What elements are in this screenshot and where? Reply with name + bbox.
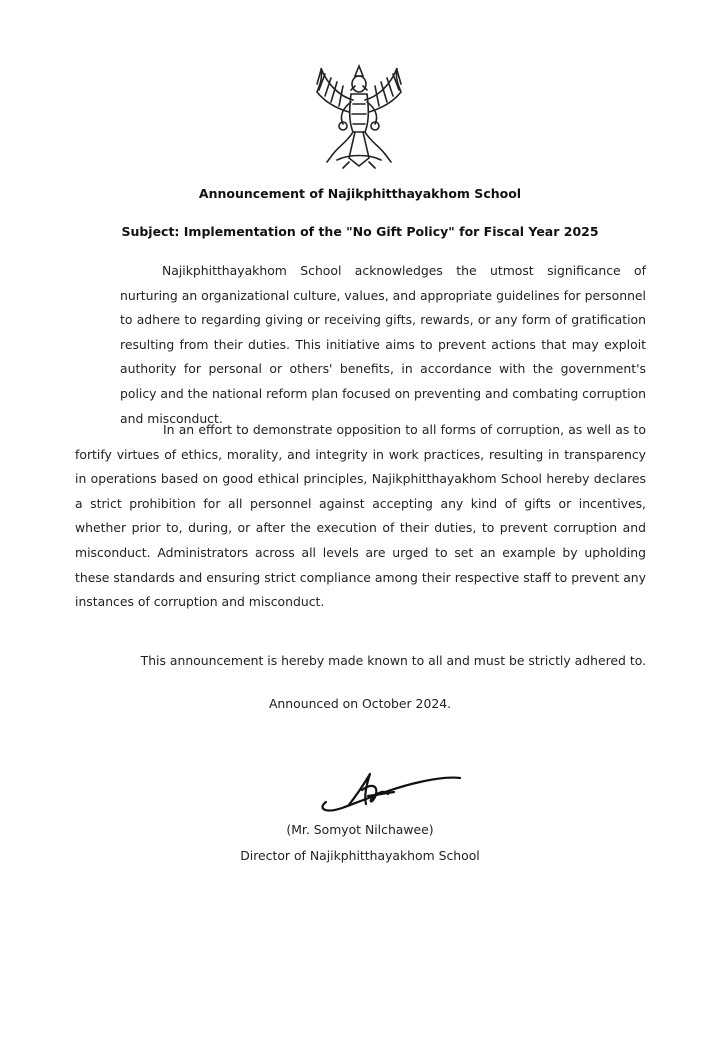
announcement-title: Announcement of Najikphitthayakhom School	[198, 186, 522, 201]
announcement-date: Announced on October 2024.	[268, 696, 452, 711]
garuda-emblem-icon	[309, 62, 409, 172]
body-paragraph-3: This announcement is hereby made known to all and must be strictly adhered to.	[140, 653, 646, 668]
signature	[312, 768, 464, 814]
body-paragraph-2: In an effort to demonstrate opposition to all forms of corruption, as well as to fortify virtues of ethics, morality, and integrity in work practices, resulting in transparency in operations based on good ethical principles, Najikphitthayakhom School hereby declares a strict prohibition for all personnel against accepting any kind of gifts or incentives, whether prior to, during, or after the execution of their duties, to prevent corruption and misconduct. Administrators across all levels are urged to set an example by upholding these standards and ensuring strict compliance among their respective staff to prevent any instances of corruption and misconduct.	[75, 422, 646, 610]
announcement-subject: Subject: Implementation of the "No Gift Policy" for Fiscal Year 2025	[121, 224, 599, 239]
signatory-position: Director of Najikphitthayakhom School	[240, 848, 480, 863]
signatory-name: (Mr. Somyot Nilchawee)	[286, 822, 434, 837]
body-paragraph-1: Najikphitthayakhom School acknowledges the utmost significance of nurturing an organizational culture, values, and appropriate guidelines for personnel to adhere to regarding giving or receiving gifts, rewards, or any form of gratification resulting from their duties. This initiative aims to prevent actions that may exploit authority for personal or others' benefits, in accordance with the government's policy and the national reform plan focused on preventing and combating corruption and misconduct.	[120, 263, 646, 426]
